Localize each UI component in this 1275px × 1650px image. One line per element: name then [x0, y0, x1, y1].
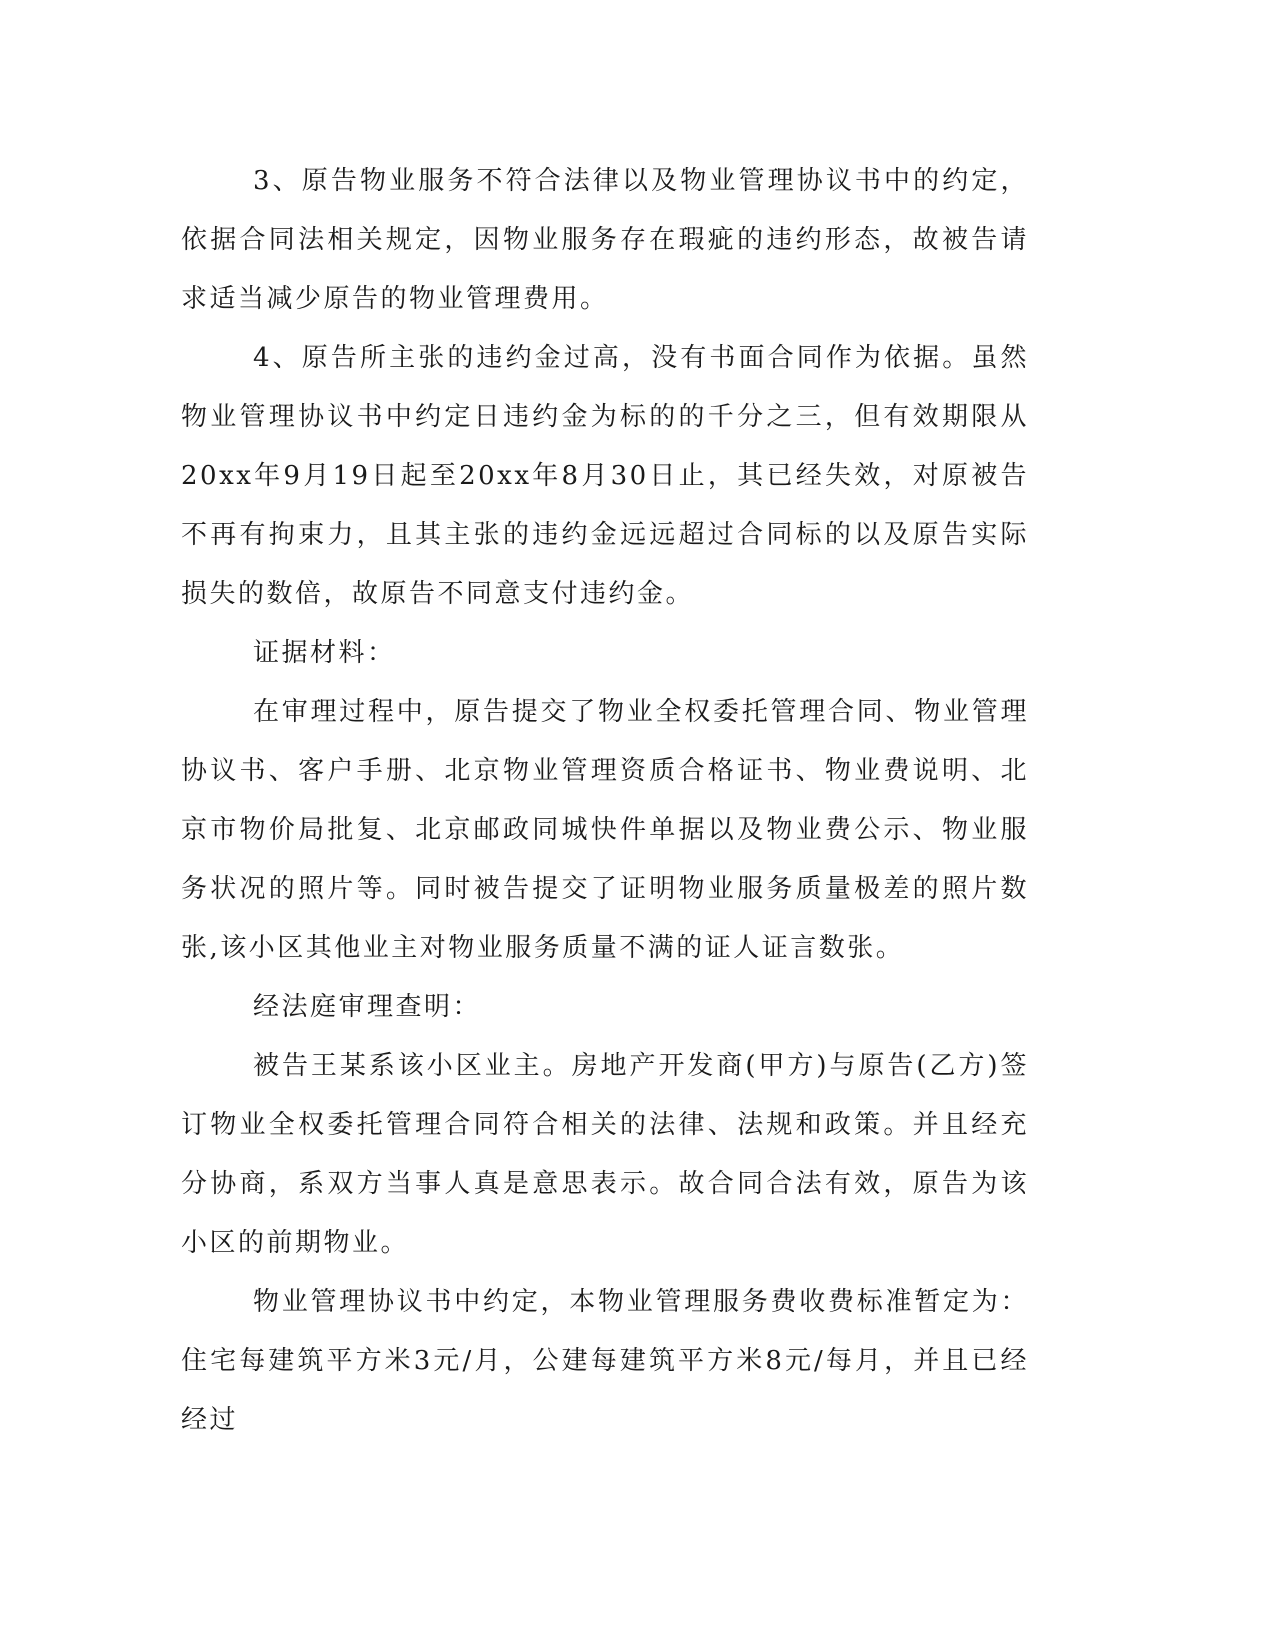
paragraph-fee-standard: 物业管理协议书中约定，本物业管理服务费收费标准暂定为：住宅每建筑平方米3元/月，公建每建筑平方米8元/每月，并且已经经过 — [181, 1287, 1029, 1435]
paragraph-evidence: 在审理过程中，原告提交了物业全权委托管理合同、物业管理协议书、客户手册、北京物业管理资质合格证书、物业费说明、北京市物价局批复、北京邮政同城快件单据以及物业费公示、物业服务状况的照片等。同时被告提交了证明物业服务质量极差的照片数张,该小区其他业主对物业服务质量不满的证人证言数张。 — [181, 697, 1029, 963]
document-body — [181, 152, 1029, 1450]
section-heading-findings: 经法庭审理查明： — [253, 992, 482, 1022]
section-heading-evidence: 证据材料： — [253, 638, 396, 668]
paragraph-4: 4、原告所主张的违约金过高，没有书面合同作为依据。虽然物业管理协议书中约定日违约金为标的的千分之三，但有效期限从20xx年9月19日起至20xx年8月30日止，其已经失效，对原被告不再有拘束力，且其主张的违约金远远超过合同标的以及原告实际损失的数倍，故原告不同意支付违约金。 — [181, 343, 1029, 609]
paragraph-findings: 被告王某系该小区业主。房地产开发商(甲方)与原告(乙方)签订物业全权委托管理合同符合相关的法律、法规和政策。并且经充分协商，系双方当事人真是意思表示。故合同合法有效，原告为该小区的前期物业。 — [181, 1051, 1029, 1258]
paragraph-3: 3、原告物业服务不符合法律以及物业管理协议书中的约定，依据合同法相关规定，因物业服务存在瑕疵的违约形态，故被告请求适当减少原告的物业管理费用。 — [181, 166, 1029, 314]
